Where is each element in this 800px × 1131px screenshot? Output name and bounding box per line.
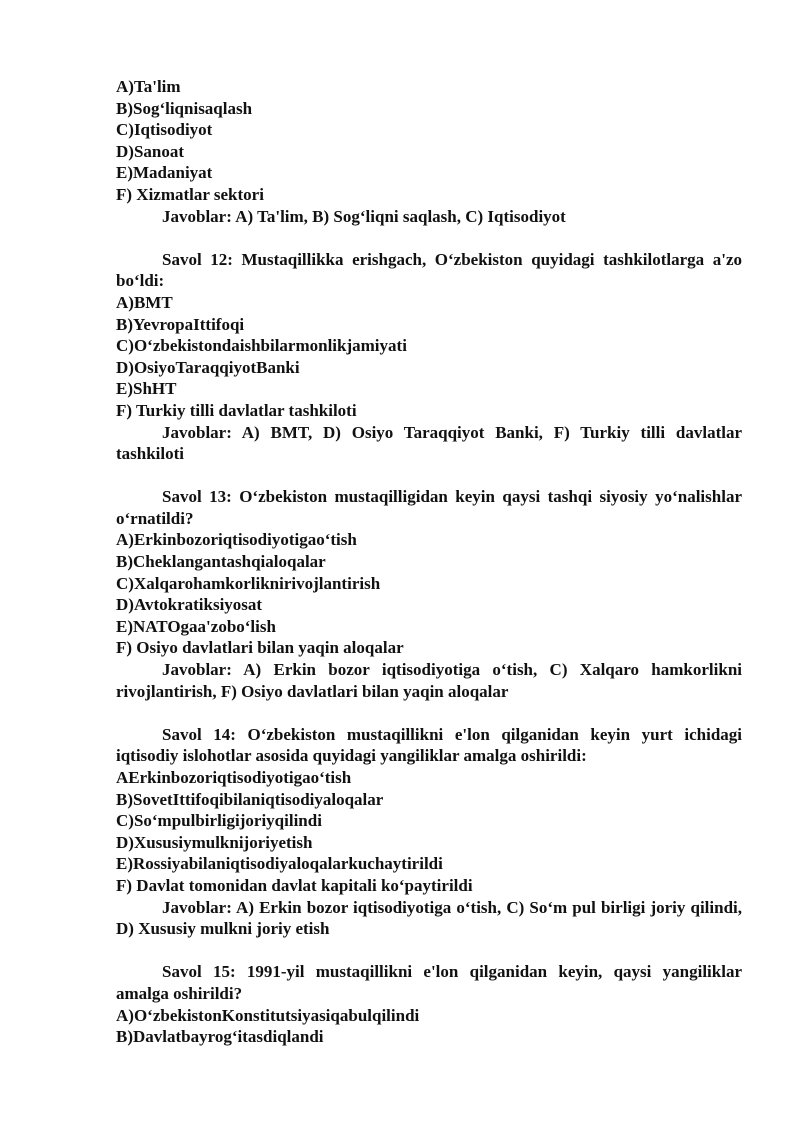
option-line: B)Cheklangantashqialoqalar xyxy=(116,552,326,572)
option-line: F) Xizmatlar sektori xyxy=(116,184,264,204)
option-line: E)Rossiyabilaniqtisodiyaloqalarkuchaytirildi xyxy=(116,854,443,874)
paragraph-gap xyxy=(116,227,742,249)
option-line: A)O‘zbekistonKonstitutsiyasiqabulqilindi xyxy=(116,1005,420,1025)
paragraph-gap xyxy=(116,940,742,962)
question-paragraph: Savol 13: O‘zbekiston mustaqilligidan keyin qaysi tashqi siyosiy yo‘nalishlar o‘rnatildi? xyxy=(116,487,742,528)
option-line: F) Osiyo davlatlari bilan yaqin aloqalar xyxy=(116,638,404,658)
question-paragraph: Savol 15: 1991-yil mustaqillikni e'lon qilganidan keyin, qaysi yangiliklar amalga oshirildi? xyxy=(116,962,742,1003)
option-line: E)NATOgaa'zobo‘lish xyxy=(116,616,276,636)
question-paragraph: Savol 14: O‘zbekiston mustaqillikni e'lon qilganidan keyin yurt ichidagi iqtisodiy islohotlar asosida quyidagi yangiliklar amalga oshirildi: xyxy=(116,724,742,766)
paragraph-gap xyxy=(116,702,742,724)
answer-paragraph: Javoblar: A) Erkin bozor iqtisodiyotiga o‘tish, C) So‘m pul birligi joriy qilindi, D) Xususiy mulkni joriy etish xyxy=(116,897,742,939)
option-line: C)O‘zbekistondaishbilarmonlikjamiyati xyxy=(116,336,407,356)
option-line: C)Iqtisodiyot xyxy=(116,120,213,140)
option-line: AErkinbozoriqtisodiyotigao‘tish xyxy=(116,768,352,787)
answer-paragraph: Javoblar: A) Ta'lim, B) Sog‘liqni saqlash, C) Iqtisodiyot xyxy=(162,206,566,226)
question-paragraph: Savol 12: Mustaqillikka erishgach, O‘zbekiston quyidagi tashkilotlarga a'zo bo‘ldi: xyxy=(116,249,742,291)
option-line: D)OsiyoTaraqqiyotBanki xyxy=(116,357,300,377)
option-line: F) Davlat tomonidan davlat kapitali ko‘paytirildi xyxy=(116,875,473,895)
option-line: E)ShHT xyxy=(116,379,177,399)
option-line: C)So‘mpulbirligijoriyqilindi xyxy=(116,811,322,831)
option-line: C)Xalqarohamkorliknirivojlantirish xyxy=(116,573,381,593)
option-line: B)Sog‘liqnisaqlash xyxy=(116,98,253,118)
option-line: D)Avtokratiksiyosat xyxy=(116,595,263,615)
option-line: A)BMT xyxy=(116,292,173,312)
answer-paragraph: Javoblar: A) BMT, D) Osiyo Taraqqiyot Banki, F) Turkiy tilli davlatlar tashkiloti xyxy=(116,422,742,464)
option-line: B)Davlatbayrog‘itasdiqlandi xyxy=(116,1027,324,1047)
option-line: D)Sanoat xyxy=(116,141,185,161)
document-page xyxy=(116,76,742,1048)
option-line: D)Xususiymulknijoriyetish xyxy=(116,832,313,852)
option-line: B)SovetIttifoqibilaniqtisodiyaloqalar xyxy=(116,789,384,809)
option-line: E)Madaniyat xyxy=(116,163,213,183)
option-line: B)YevropaIttifoqi xyxy=(116,314,245,334)
option-line: F) Turkiy tilli davlatlar tashkiloti xyxy=(116,400,357,420)
paragraph-gap xyxy=(116,465,742,487)
option-line: A)Ta'lim xyxy=(116,77,181,96)
option-line: A)Erkinbozoriqtisodiyotigao‘tish xyxy=(116,530,357,550)
answer-paragraph: Javoblar: A) Erkin bozor iqtisodiyotiga o‘tish, C) Xalqaro hamkorlikni rivojlantirish, F) Osiyo davlatlari bilan yaqin aloqalar xyxy=(116,660,742,701)
